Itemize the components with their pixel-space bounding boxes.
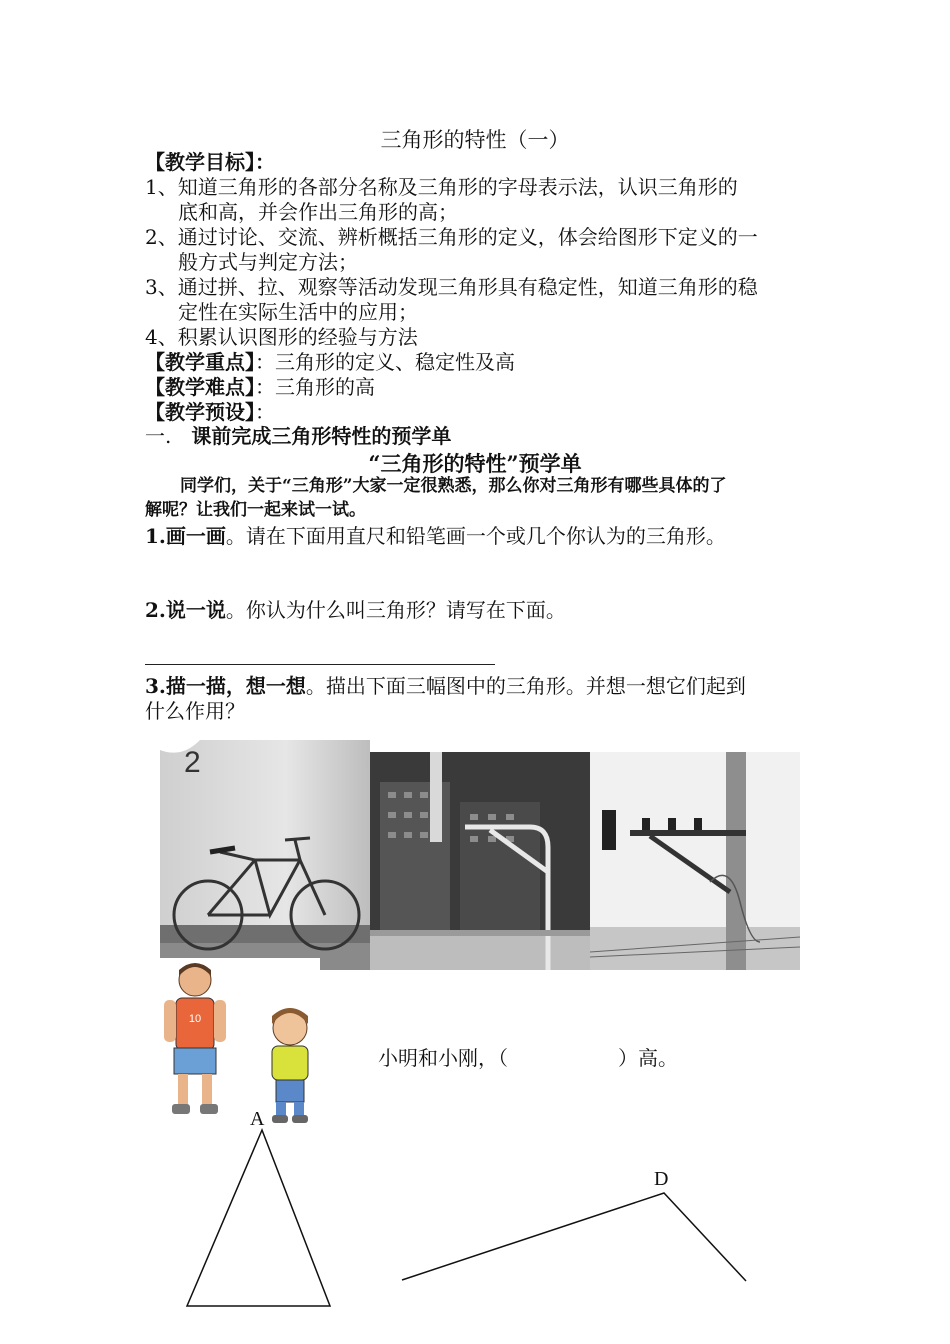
goal-1-line2: 底和高，并会作出三角形的高； — [178, 200, 458, 224]
key-points-text: ：三角形的定义、稳定性及高 — [255, 350, 515, 374]
intro-line2: 解呢？让我们一起来试一试。 — [145, 500, 366, 520]
task-2-text: 。你认为什么叫三角形？请写在下面。 — [225, 598, 566, 622]
height-prefix: 小明和小刚，（ — [378, 1046, 508, 1070]
task-1-label: 1.画一画 — [145, 524, 226, 548]
task-3-text: 。描出下面三幅图中的三角形。并想一想它们起到 — [305, 674, 746, 698]
goal-4-line1: 4、积累认识图形的经验与方法 — [145, 325, 418, 349]
preset-text: ： — [255, 400, 275, 424]
section-number: 一. — [145, 424, 172, 448]
task-3-line2: 什么作用？ — [145, 699, 245, 723]
jersey-number: 10 — [188, 1013, 202, 1025]
sheet-title: “三角形的特性”预学单 — [368, 451, 582, 476]
goal-heading: 【教学目标】： — [145, 150, 275, 174]
goal-3-line1: 3、通过拼、拉、观察等活动发现三角形具有稳定性，知道三角形的稳 — [145, 275, 758, 299]
vertex-label-a: A — [250, 1108, 265, 1130]
intro-line1: 同学们，关于“三角形”大家一定很熟悉，那么你对三角形有哪些具体的了 — [180, 476, 727, 496]
triangle-abc — [187, 1130, 330, 1306]
key-points-label: 【教学重点】 — [145, 350, 255, 374]
goal-2-line2: 般方式与判定方法； — [178, 250, 358, 274]
task-1-text: 。请在下面用直尺和铅笔画一个或几个你认为的三角形。 — [225, 524, 726, 548]
angle-d — [402, 1193, 746, 1281]
vertex-label-d: D — [654, 1168, 669, 1190]
task-3-label: 3.描一描，想一想 — [145, 674, 306, 698]
goal-3-line2: 定性在实际生活中的应用； — [178, 300, 418, 324]
page-title: 三角形的特性（一） — [380, 128, 570, 152]
height-suffix: ）高。 — [618, 1046, 678, 1070]
task-2-label: 2.说一说 — [145, 598, 226, 622]
difficulty-label: 【教学难点】 — [145, 375, 255, 399]
photo-number: 2 — [184, 746, 201, 779]
difficulty-text: ：三角形的高 — [255, 375, 375, 399]
preset-label: 【教学预设】 — [145, 400, 255, 424]
section-title: 课前完成三角形特性的预学单 — [191, 424, 452, 448]
goal-2-line1: 2、通过讨论、交流、辨析概括三角形的定义，体会给图形下定义的一 — [145, 225, 758, 249]
goal-1-line1: 1、知道三角形的各部分名称及三角形的字母表示法，认识三角形的 — [145, 175, 738, 199]
